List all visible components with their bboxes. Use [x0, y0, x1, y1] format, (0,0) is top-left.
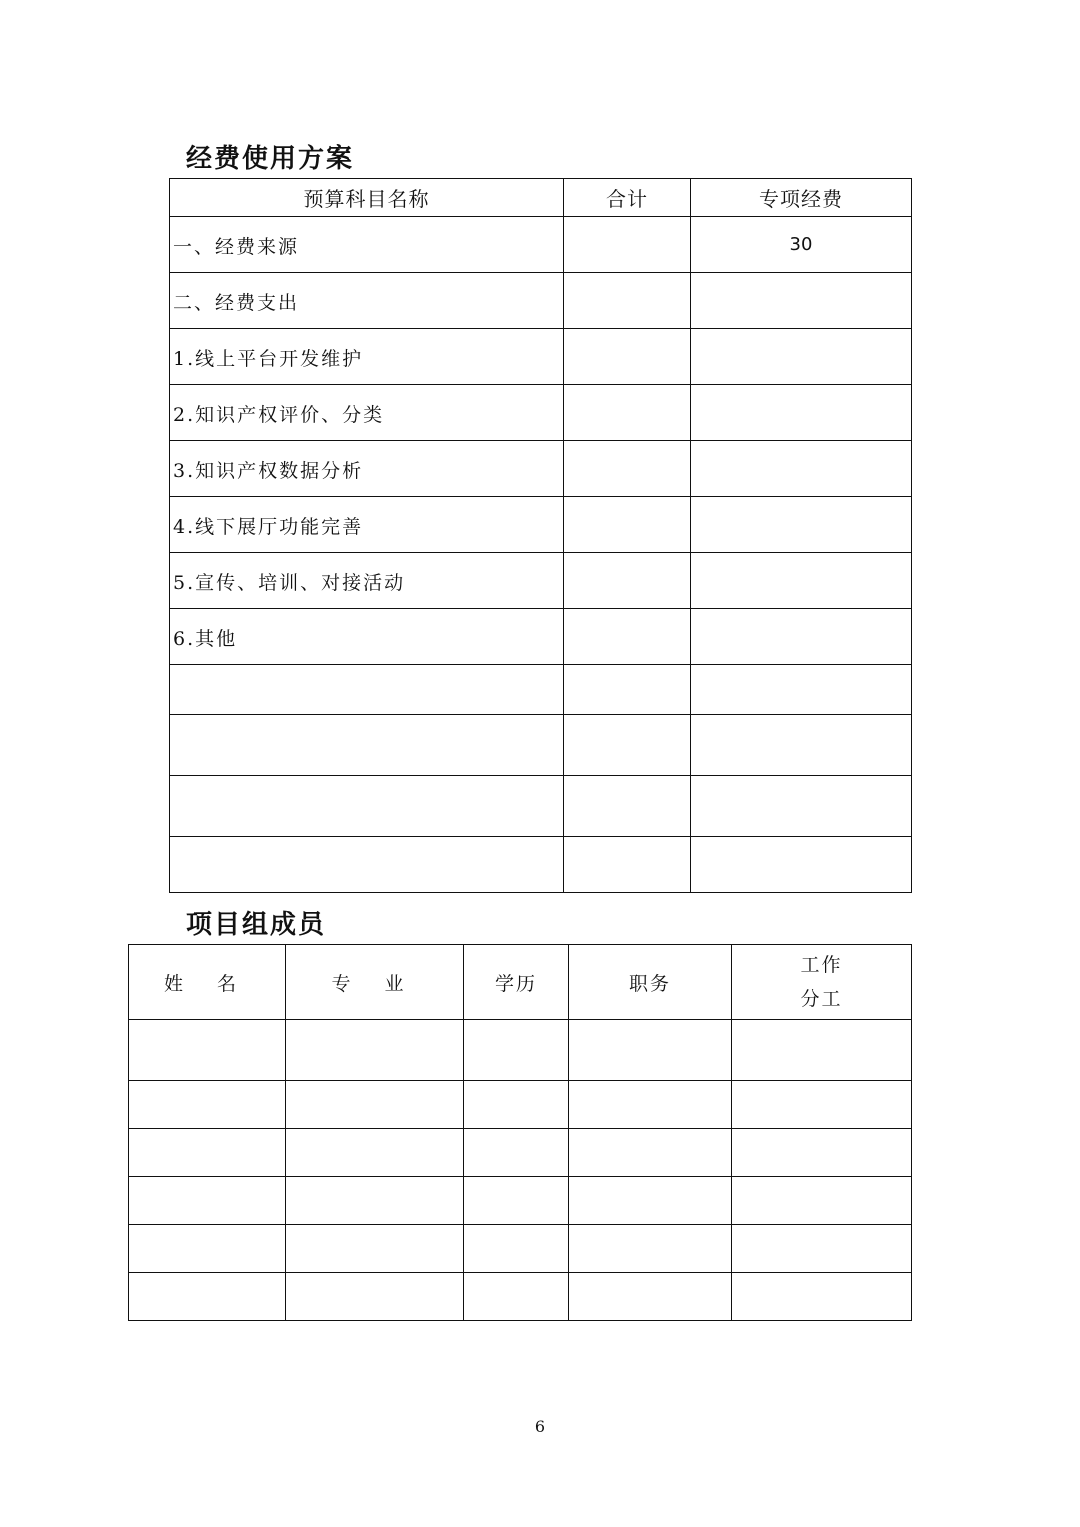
budget-empty-row: [170, 776, 912, 837]
budget-item-special: [691, 497, 912, 553]
empty-cell: [286, 1273, 464, 1321]
budget-row: [170, 441, 912, 497]
members-header-work-division: [732, 945, 912, 1020]
empty-cell: [569, 1020, 732, 1081]
empty-cell: [129, 1273, 286, 1321]
empty-cell: [691, 665, 912, 715]
empty-cell: [129, 1225, 286, 1273]
empty-cell: [569, 1273, 732, 1321]
budget-empty-row: [170, 665, 912, 715]
budget-item-total: [564, 329, 691, 385]
budget-item-total: [564, 553, 691, 609]
budget-item-name: 二、经费支出: [170, 273, 564, 329]
budget-header-row: [170, 179, 912, 217]
budget-item-special: 30: [691, 217, 912, 273]
empty-cell: [569, 1129, 732, 1177]
members-empty-row: [129, 1081, 912, 1129]
budget-item-total: [564, 217, 691, 273]
empty-cell: [732, 1129, 912, 1177]
empty-cell: [464, 1129, 569, 1177]
members-header-major: 专 业: [286, 945, 464, 1020]
empty-cell: [286, 1177, 464, 1225]
budget-row: [170, 217, 912, 273]
empty-cell: [691, 776, 912, 837]
empty-cell: [129, 1177, 286, 1225]
budget-table: [169, 178, 912, 893]
budget-item-special: [691, 553, 912, 609]
members-header-work-line2: 分工: [800, 988, 843, 1010]
empty-cell: [691, 837, 912, 893]
empty-cell: [569, 1225, 732, 1273]
budget-item-special: [691, 329, 912, 385]
budget-row: [170, 385, 912, 441]
empty-cell: [732, 1081, 912, 1129]
empty-cell: [170, 715, 564, 776]
members-empty-row: [129, 1020, 912, 1081]
budget-row: [170, 497, 912, 553]
empty-cell: [170, 837, 564, 893]
budget-item-name: 1.线上平台开发维护: [170, 329, 564, 385]
budget-item-name: 2.知识产权评价、分类: [170, 385, 564, 441]
empty-cell: [732, 1225, 912, 1273]
empty-cell: [564, 776, 691, 837]
budget-item-total: [564, 497, 691, 553]
empty-cell: [129, 1129, 286, 1177]
empty-cell: [464, 1177, 569, 1225]
empty-cell: [564, 715, 691, 776]
empty-cell: [129, 1020, 286, 1081]
budget-header-name: 预算科目名称: [170, 179, 564, 217]
empty-cell: [286, 1020, 464, 1081]
budget-item-total: [564, 385, 691, 441]
empty-cell: [286, 1129, 464, 1177]
budget-item-name: 4.线下展厅功能完善: [170, 497, 564, 553]
empty-cell: [569, 1081, 732, 1129]
members-header-position: 职务: [569, 945, 732, 1020]
members-empty-row: [129, 1225, 912, 1273]
budget-item-name: 6.其他: [170, 609, 564, 665]
budget-item-total: [564, 273, 691, 329]
budget-item-special: [691, 385, 912, 441]
budget-item-special: [691, 273, 912, 329]
budget-header-total: 合计: [564, 179, 691, 217]
budget-section-title: 经费使用方案: [186, 144, 355, 174]
budget-empty-row: [170, 715, 912, 776]
budget-item-special: [691, 441, 912, 497]
empty-cell: [170, 776, 564, 837]
empty-cell: [732, 1020, 912, 1081]
members-header-name: 姓 名: [129, 945, 286, 1020]
budget-row: [170, 553, 912, 609]
budget-item-name: 一、经费来源: [170, 217, 564, 273]
budget-item-total: [564, 609, 691, 665]
empty-cell: [732, 1177, 912, 1225]
empty-cell: [286, 1081, 464, 1129]
empty-cell: [564, 665, 691, 715]
budget-item-name: 3.知识产权数据分析: [170, 441, 564, 497]
budget-empty-row: [170, 837, 912, 893]
members-section-title: 项目组成员: [186, 910, 327, 940]
empty-cell: [170, 665, 564, 715]
budget-item-special: [691, 609, 912, 665]
empty-cell: [286, 1225, 464, 1273]
empty-cell: [464, 1273, 569, 1321]
members-empty-row: [129, 1273, 912, 1321]
page-number: 6: [534, 1417, 546, 1436]
empty-cell: [464, 1225, 569, 1273]
budget-header-special: 专项经费: [691, 179, 912, 217]
empty-cell: [564, 837, 691, 893]
empty-cell: [464, 1020, 569, 1081]
empty-cell: [732, 1273, 912, 1321]
empty-cell: [569, 1177, 732, 1225]
budget-row: [170, 273, 912, 329]
empty-cell: [464, 1081, 569, 1129]
empty-cell: [129, 1081, 286, 1129]
members-table: [128, 944, 912, 1321]
empty-cell: [691, 715, 912, 776]
budget-row: [170, 329, 912, 385]
budget-item-name: 5.宣传、培训、对接活动: [170, 553, 564, 609]
budget-row: [170, 609, 912, 665]
members-empty-row: [129, 1177, 912, 1225]
members-header-education: 学历: [464, 945, 569, 1020]
members-header-row: [129, 945, 912, 1020]
members-empty-row: [129, 1129, 912, 1177]
members-header-work-line1: 工作: [800, 954, 843, 976]
budget-item-total: [564, 441, 691, 497]
